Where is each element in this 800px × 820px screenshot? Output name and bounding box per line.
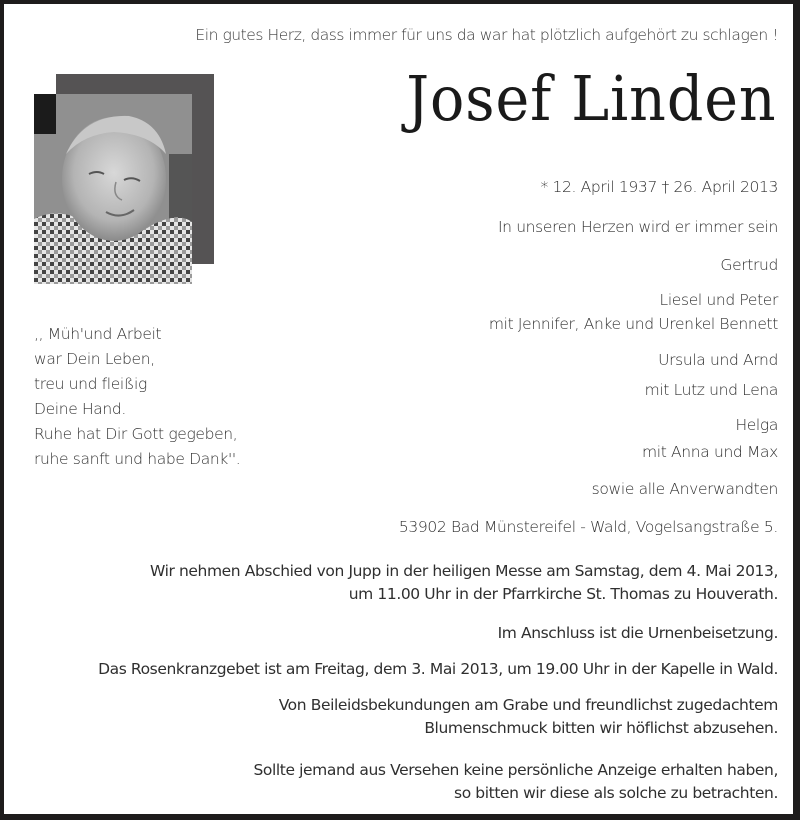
rosary-prayer-text: Das Rosenkranzgebet ist am Freitag, dem 3. Mai 2013, um 19.00 Uhr in der Kapelle in Wald. xyxy=(98,660,778,678)
deceased-name: Josef Linden xyxy=(406,62,777,135)
poem-line: war Dein Leben, xyxy=(34,350,155,368)
mass-details xyxy=(24,560,778,606)
urn-burial-text: Im Anschluss ist die Urnenbeisetzung. xyxy=(497,624,778,642)
address: 53902 Bad Münstereifel - Wald, Vogelsangstraße 5. xyxy=(398,518,778,536)
condolence-line: Von Beileidsbekundungen am Grabe und freundlichst zugedachtem xyxy=(278,696,778,714)
urn-burial xyxy=(24,622,778,645)
family-member-ursula-arnd: Ursula und Arnd xyxy=(658,351,778,369)
mass-line: Wir nehmen Abschied von Jupp in der heiligen Messe am Samstag, dem 4. Mai 2013, xyxy=(150,562,778,580)
condolence-line: Blumenschmuck bitten wir höflichst abzusehen. xyxy=(424,719,778,737)
family-member-helga-children: mit Anna und Max xyxy=(642,443,778,461)
poem-line: ,, Müh'und Arbeit xyxy=(34,325,162,343)
poem xyxy=(34,322,240,472)
portrait-photo xyxy=(34,94,192,284)
family-relatives: sowie alle Anverwandten xyxy=(591,480,778,498)
missing-notice-line: so bitten wir diese als solche zu betrachten. xyxy=(454,784,778,802)
poem-line: treu und fleißig xyxy=(34,375,147,393)
poem-line: ruhe sanft und habe Dank''. xyxy=(34,450,241,468)
family-member-liesel-peter-children: mit Jennifer, Anke und Urenkel Bennett xyxy=(488,315,778,333)
poem-line: Ruhe hat Dir Gott gegeben, xyxy=(34,425,238,443)
family-member-helga: Helga xyxy=(735,416,778,434)
mass-line: um 11.00 Uhr in der Pfarrkirche St. Thomas zu Houverath. xyxy=(348,585,778,603)
poem-line: Deine Hand. xyxy=(34,400,126,418)
obituary-notice xyxy=(4,4,793,814)
family-member-liesel-peter: Liesel und Peter xyxy=(659,291,778,309)
memorial-line: In unseren Herzen wird er immer sein xyxy=(497,218,778,236)
life-dates: * 12. April 1937 † 26. April 2013 xyxy=(540,178,778,196)
missing-notice-line: Sollte jemand aus Versehen keine persönliche Anzeige erhalten haben, xyxy=(253,761,778,779)
missing-notice xyxy=(24,759,778,805)
condolence-request xyxy=(24,694,778,740)
family-member-gertrud: Gertrud xyxy=(720,256,778,274)
headline: Ein gutes Herz, dass immer für uns da war hat plötzlich aufgehört zu schlagen ! xyxy=(195,26,778,44)
portrait-image xyxy=(34,94,192,284)
family-member-ursula-arnd-children: mit Lutz und Lena xyxy=(644,381,778,399)
rosary-prayer xyxy=(24,658,778,681)
